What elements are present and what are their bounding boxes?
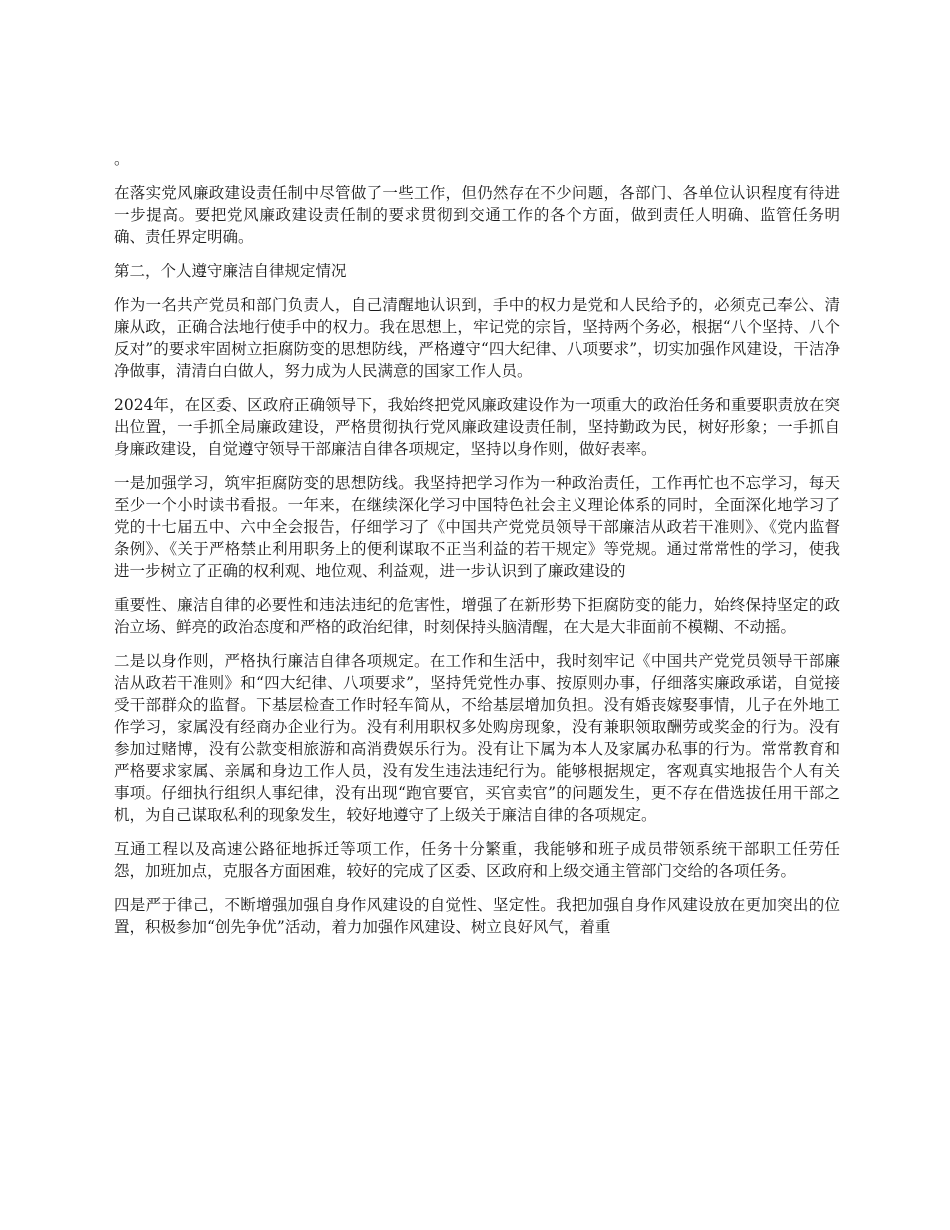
paragraph: 二是以身作则，严格执行廉洁自律各项规定。在工作和生活中，我时刻牢记《中国共产党党员领导干部廉洁从政若干准则》和“四大纪律、八项要求”，坚持凭党性办事、按原则办事，仔细落实廉政承诺，自觉接受干部群众的监督。下基层检查工作时轻车简从，不给基层增加负担。没有婚丧嫁娶事情，儿子在外地工作学习，家属没有经商办企业行为。没有利用职权多处购房现象，没有兼职领取酬劳或奖金的行为。没有参加过赌博，没有公款变相旅游和高消费娱乐行为。没有让下属为本人及家属办私事的行为。常常教育和严格要求家属、亲属和身边工作人员，没有发生违法违纪行为。能够根据规定，客观真实地报告个人有关事项。仔细执行组织人事纪律，没有出现“跑官要官，买官卖官”的问题发生，更不存在借选拔任用干部之机，为自己谋取私利的现象发生，较好地遵守了上级关于廉洁自律的各项规定。 — [114, 652, 840, 824]
paragraph: 互通工程以及高速公路征地拆迁等项工作，任务十分繁重，我能够和班子成员带领系统干部职工任劳任怨，加班加点，克服各方面困难，较好的完成了区委、区政府和上级交通主管部门交给的各项任务。 — [114, 840, 840, 880]
paragraph: 四是严于律己，不断增强加强自身作风建设的自觉性、坚定性。我把加强自身作风建设放在更加突出的位置，积极参加“创先争优”活动，着力加强作风建设、树立良好风气，着重 — [114, 896, 840, 936]
paragraph: 作为一名共产党员和部门负责人，自己清醒地认识到，手中的权力是党和人民给予的，必须克己奉公、清廉从政，正确合法地行使手中的权力。我在思想上，牢记党的宗旨，坚持两个务必，根据“八个坚持、八个反对”的要求牢固树立拒腐防变的思想防线，严格遵守“四大纪律、八项要求”，切实加强作风建设，干洁净净做事，清清白白做人，努力成为人民满意的国家工作人员。 — [114, 296, 840, 380]
document-body — [114, 148, 840, 950]
paragraph: 2024年，在区委、区政府正确领导下，我始终把党风廉政建设作为一项重大的政治任务和重要职责放在突出位置，一手抓全局廉政建设，严格贯彻执行党风廉政建设责任制，坚持勤政为民，树好形象；一手抓自身廉政建设，自觉遵守领导干部廉洁自律各项规定，坚持以身作则，做好表率。 — [114, 396, 840, 458]
section-heading: 第二，个人遵守廉洁自律规定情况 — [114, 262, 347, 280]
paragraph: 重要性、廉洁自律的必要性和违法违纪的危害性，增强了在新形势下拒腐防变的能力，始终保持坚定的政治立场、鲜亮的政治态度和严格的政治纪律，时刻保持头脑清醒，在大是大非面前不模糊、不动摇。 — [114, 596, 840, 636]
paragraph: 在落实党风廉政建设责任制中尽管做了一些工作，但仍然存在不少问题，各部门、各单位认识程度有待进一步提高。要把党风廉政建设责任制的要求贯彻到交通工作的各个方面，做到责任人明确、监管任务明确、责任界定明确。 — [114, 184, 840, 246]
paragraph: 一是加强学习，筑牢拒腐防变的思想防线。我坚持把学习作为一种政治责任，工作再忙也不忘学习，每天至少一个小时读书看报。一年来，在继续深化学习中国特色社会主义理论体系的同时，全面深化地学习了党的十七届五中、六中全会报告，仔细学习了《中国共产党党员领导干部廉洁从政若干准则》、《党内监督条例》、《关于严格禁止利用职务上的便利谋取不正当利益的若干规定》等党规。通过常常性的学习，使我进一步树立了正确的权利观、地位观、利益观，进一步认识到了廉政建设的 — [114, 474, 840, 580]
paragraph-fragment: 。 — [114, 150, 130, 168]
